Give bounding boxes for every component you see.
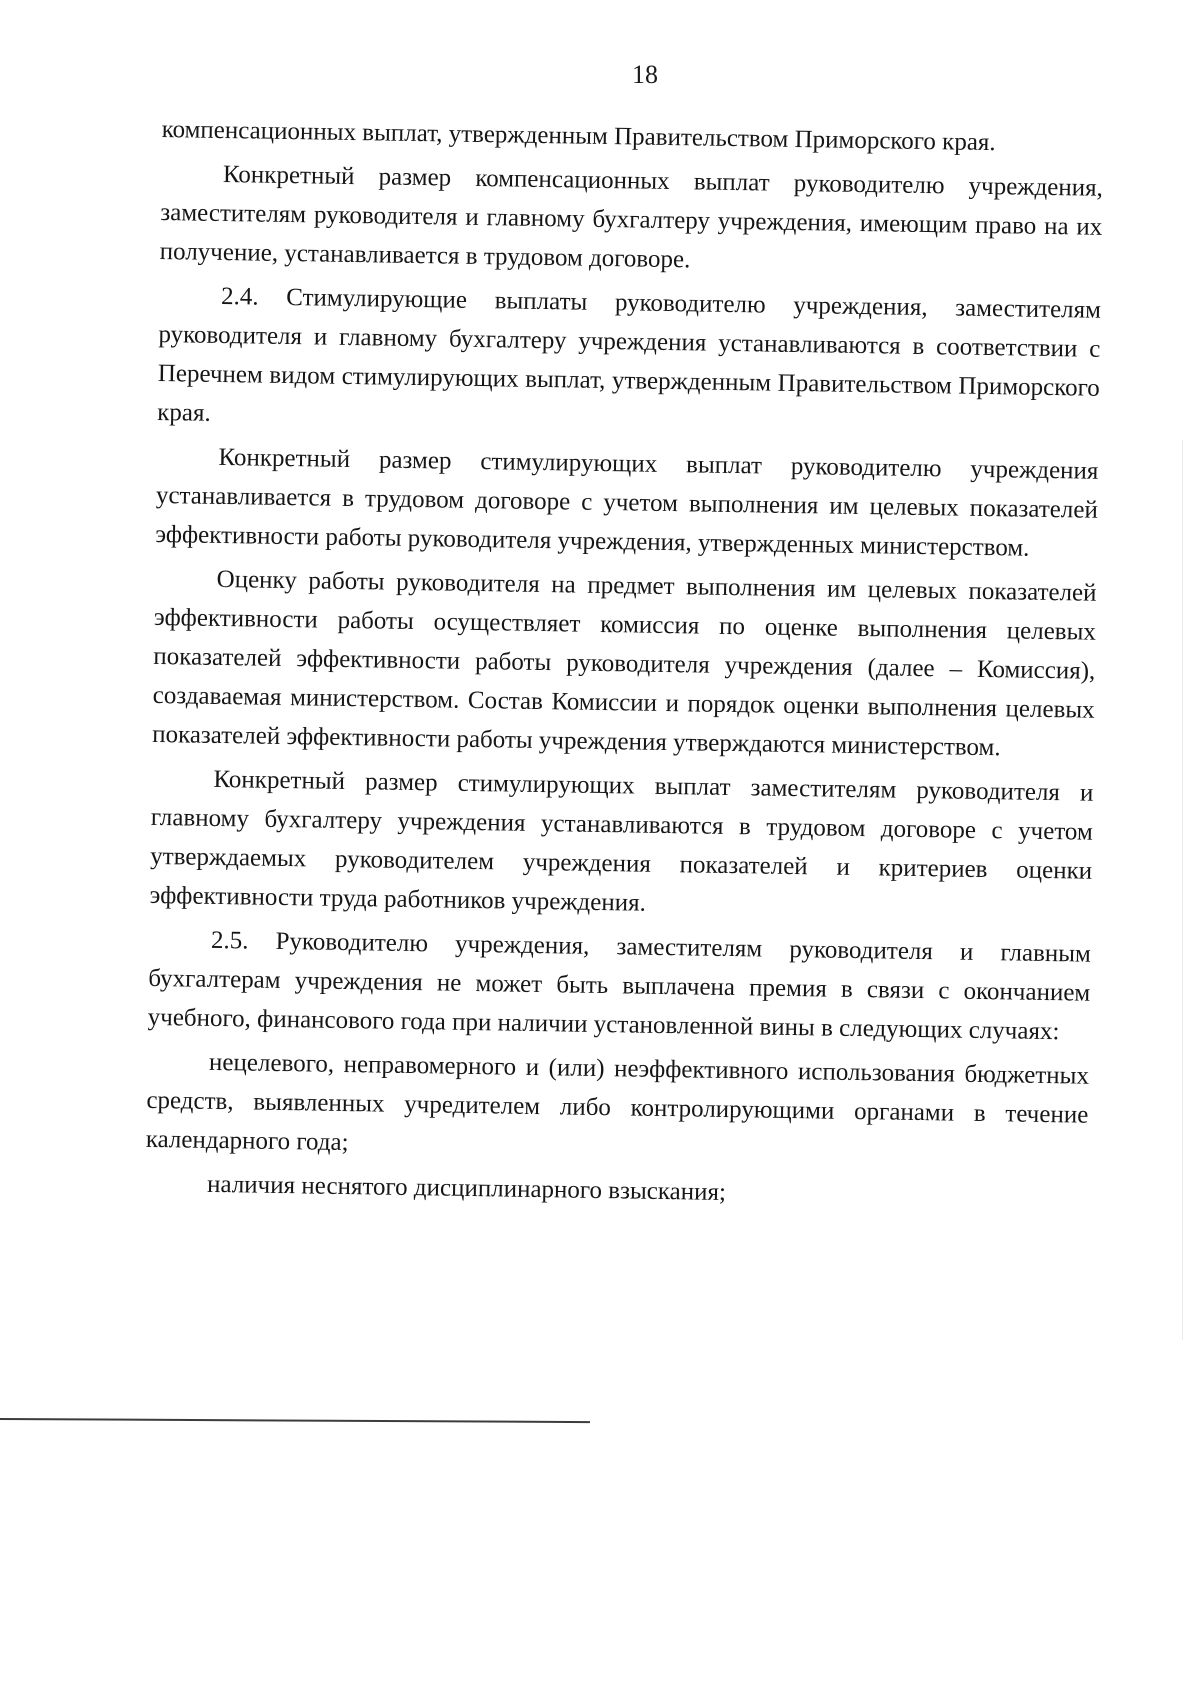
paragraph-incentive-size-deputies: Конкретный размер стимулирующих выплат заместителям руководителя и главному бухгалтеру учреждения устанавливаются в трудовом договоре с учетом утверждаемых руководителем учреждения показателей и критериев оценки эффективности труда работников учреждения. bbox=[149, 765, 1094, 917]
paragraph-incentive-size-head: Конкретный размер стимулирующих выплат руководителю учреждения устанавливается в трудовом договоре с учетом выполнения им целевых показателей эффективности работы руководителя учреждения, утвержденных министерством. bbox=[155, 443, 1099, 562]
paragraph-2-4-incentive-payments: 2.4. Стимулирующие выплаты руководителю учреждения, заместителям руководителя и главному бухгалтеру учреждения устанавливаются в соответствии с Перечнем видом стимулирующих выплат, утвержденным Правительством Приморского края. bbox=[157, 282, 1102, 427]
paragraph-performance-evaluation: Оценку работы руководителя на предмет выполнения им целевых показателей эффективности работы осуществляет комиссия по оценке выполнения целевых показателей эффективности работы руководителя учреждения (далее – Комиссия), создаваемая министерством. Состав Комиссии и порядок оценки выполнения целевых показателей эффективности работы учреждения утверждаются министерством. bbox=[151, 565, 1097, 762]
page-number: 18 bbox=[632, 60, 658, 89]
paragraph-continuation: компенсационных выплат, утвержденным Правительством Приморского края. bbox=[161, 115, 996, 157]
list-item-misuse-of-funds: нецелевого, неправомерного и (или) неэффективного использования бюджетных средств, выявленных учредителем либо контролирующими органами в течение календарного года; bbox=[145, 1048, 1090, 1157]
document-body bbox=[145, 110, 1104, 1223]
scan-edge-mark bbox=[1182, 440, 1183, 1340]
paragraph-compensation-size: Конкретный размер компенсационных выплат руководителю учреждения, заместителям руководителя и главному бухгалтеру учреждения, имеющим право на их получение, устанавливается в трудовом договоре. bbox=[159, 160, 1104, 274]
footer-separator-line bbox=[0, 1418, 590, 1423]
paragraph-2-5-bonus-restrictions: 2.5. Руководителю учреждения, заместителям руководителя и главным бухгалтерам учреждения не может быть выплачена премия в связи с окончанием учебного, финансового года при наличии установленной вины в следующих случаях: bbox=[147, 926, 1092, 1046]
list-item-disciplinary-sanction: наличия неснятого дисциплинарного взыскания; bbox=[206, 1170, 727, 1206]
